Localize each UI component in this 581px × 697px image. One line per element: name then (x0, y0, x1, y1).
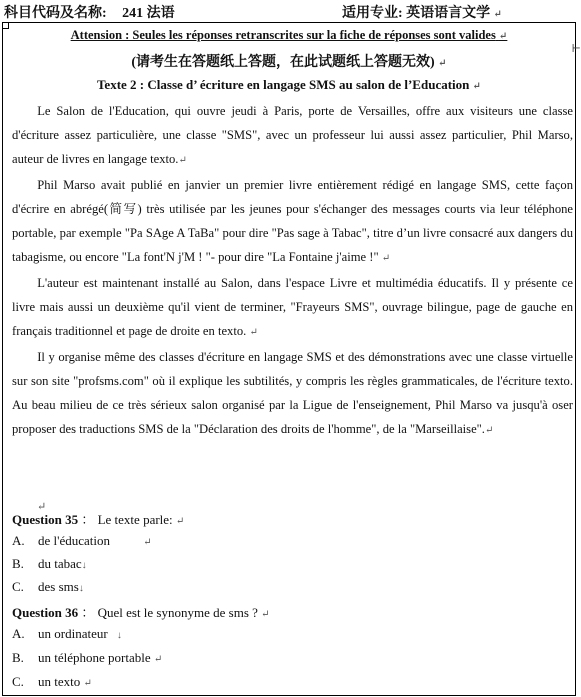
paragraph-text: Il y organise même des classes d'écriture en langage SMS et des démonstrations avec une classe virtuelle sur son site "profsms.com" où il explique les subtilités, y compris les règles grammaticales, de l'écriture texto. Au beau milieu de ce très sérieux salon organisé par la Ligue de l'enseignement, Phil Marso va jusqu'à oser proposer des traductions SMS de la "Déclaration des droits de l'homme", de la "Marseillaise". (12, 350, 573, 436)
subject-label: 科目代码及名称: (4, 6, 107, 21)
question-36-option-a[interactable] (12, 626, 122, 642)
question-prompt: ： Quel est le synonyme de sms ? (81, 605, 258, 620)
passage-paragraph (12, 173, 573, 271)
blank-line-mark: ↵ (37, 501, 47, 513)
major-info (342, 2, 502, 22)
option-text: un texto (38, 674, 81, 689)
return-mark: ↵ (178, 155, 187, 166)
edge-mark: ⊢ (571, 43, 581, 55)
option-letter: C. (12, 674, 24, 689)
return-mark: ↵ (153, 654, 163, 665)
question-prompt: ： Le texte parle: (81, 512, 173, 527)
passage-paragraph (12, 271, 573, 345)
question-35-option-b[interactable] (12, 556, 87, 572)
line-end-mark: ↓ (116, 630, 122, 641)
option-text: des sms (38, 579, 79, 594)
option-letter: A. (12, 533, 25, 548)
passage-paragraph (12, 345, 573, 443)
return-mark: ↵ (175, 516, 185, 527)
option-text: du tabac (38, 556, 82, 571)
subject-info (4, 2, 175, 22)
option-letter: A. (12, 626, 25, 641)
return-mark: ↵ (438, 58, 447, 69)
answer-sheet-notice (3, 51, 575, 71)
question-36-option-b[interactable] (12, 650, 162, 666)
line-end-mark: ↓ (81, 560, 87, 571)
option-letter: C. (12, 579, 24, 594)
line-end-mark: ↓ (78, 583, 84, 594)
paragraph-text: Le Salon de l'Education, qui ouvre jeudi à Paris, porte de Versailles, offre aux visiteurs une classe d'écriture assez particulière, une classe "SMS", avec un professeur lui aussi assez particulier, Phil Marso, auteur de livres en langage texto. (12, 104, 573, 166)
return-mark: ↵ (83, 678, 92, 689)
notice-text: (请考生在答题纸上答题，在此试题纸上答题无效) (131, 55, 435, 70)
paragraph-text: L'auteur est maintenant installé au Salon, dans l'espace Livre et multimédia éducatifs. Il y présente ce livre mais aussi un deuxième qu'il vient de terminer, "Frayeurs SMS", ouvrage bilingue, page de gauche en français traditionnel et page de droite en texto. (12, 276, 573, 338)
return-mark: ↵ (484, 425, 494, 436)
return-mark: ↵ (143, 537, 152, 548)
option-letter: B. (12, 556, 24, 571)
option-letter: B. (12, 650, 24, 665)
return-mark: ↵ (498, 31, 508, 42)
reading-passage (12, 99, 573, 443)
return-mark: ↵ (493, 9, 503, 20)
text-title-label: Texte 2 : Classe d’ écriture en langage SMS au salon de l’Education (96, 77, 470, 92)
text-title (3, 77, 575, 93)
exam-header (0, 0, 581, 22)
return-mark: ↵ (249, 327, 258, 338)
attention-line (3, 28, 575, 43)
question-36-title (12, 602, 270, 621)
paragraph-text: Phil Marso avait publié en janvier un premier livre entièrement rédigé en langage SMS, cette façon d'écrire en abrégé(简写) très utilisée par les jeunes pour s'échanger des messages courts via leur téléphone portable, par exemple "Pa SAge A TaBa" pour dire "Pas sage à Tabac", titre d’un livre consacré aux dangers du tabagisme, ou encore "La font'N j'M ! "- pour dire "La Fontaine j'aime !" (12, 178, 573, 264)
return-mark: ↵ (381, 253, 391, 264)
question-number: Question 36 (12, 605, 79, 620)
exam-frame (2, 22, 581, 696)
option-text: un téléphone portable (38, 650, 151, 665)
attention-text: Attension : Seules les réponses retranscrites sur la fiche de réponses sont valides (70, 28, 496, 42)
question-35-option-c[interactable] (12, 579, 84, 595)
major-label: 适用专业: 英语语言文学 (342, 6, 491, 21)
passage-paragraph (12, 99, 573, 173)
subject-code: 241 法语 (122, 6, 175, 21)
return-mark: ↵ (472, 81, 482, 92)
question-36-option-c[interactable] (12, 674, 92, 690)
question-number: Question 35 (12, 512, 79, 527)
question-35-option-a[interactable] (12, 533, 152, 549)
option-text: un ordinateur (38, 626, 108, 641)
return-mark: ↵ (261, 609, 270, 620)
option-text: de l'éducation (38, 533, 111, 548)
question-35-title (12, 509, 184, 528)
